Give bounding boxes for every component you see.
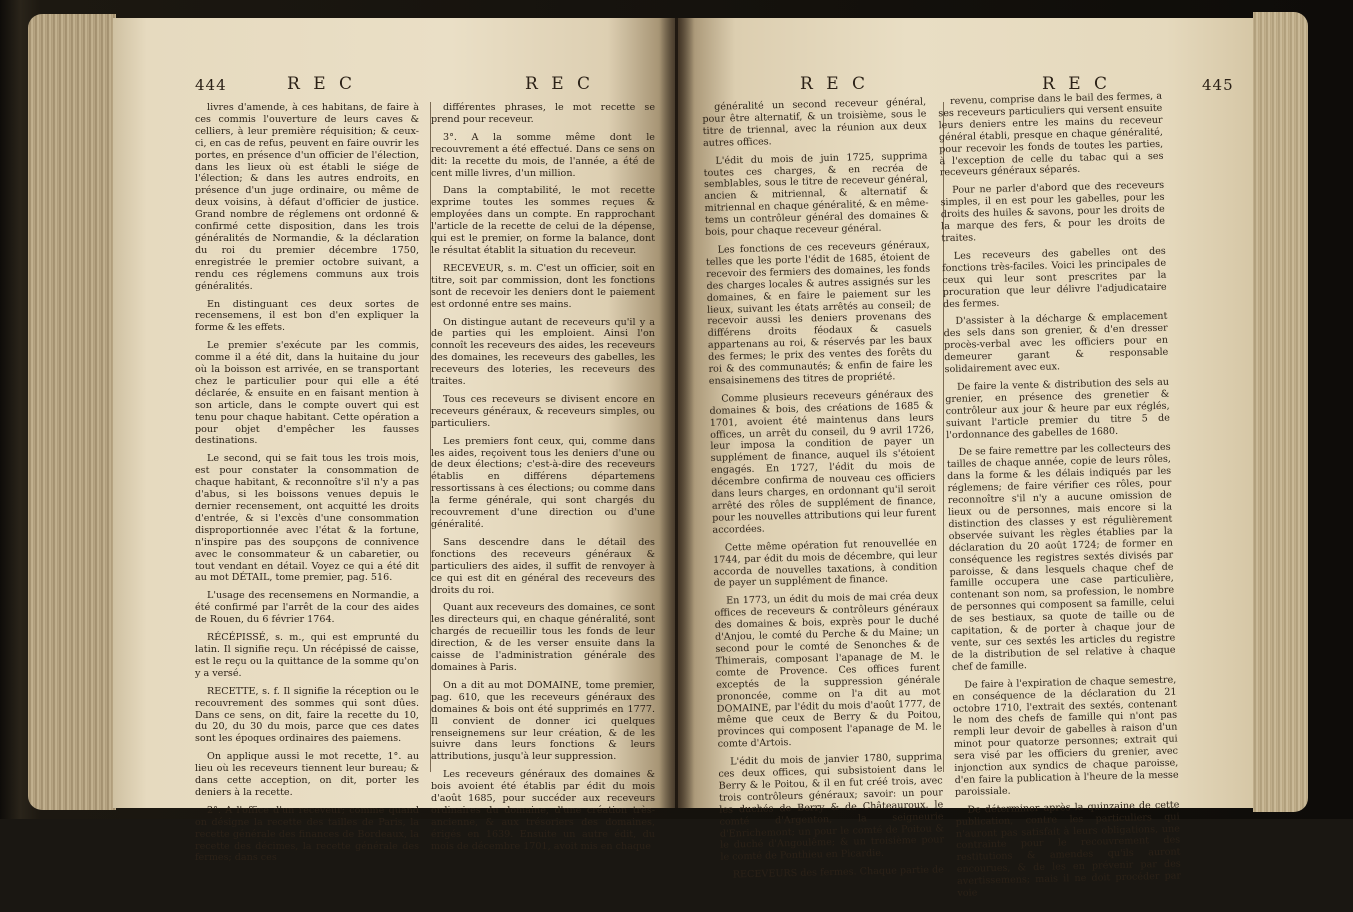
right-running-head-col1: R E C xyxy=(800,74,870,94)
paragraph: RECETTE, s. f. Il signifie la réception ou le recouvrement des sommes qui sont dûes. Dans ce sens, on dit, faire la recette du 10, du 20, du 30 du mois, parce que ces dates sont les époques ordinaires des paiemens. xyxy=(195,685,419,745)
left-column-1 xyxy=(195,102,419,870)
paragraph: Comme plusieurs receveurs généraux des domaines & bois, des créations de 1685 & 1701, avoient été maintenus dans leurs offices, un arrêt du conseil, du 9 avril 1726, leur imposa la condition de payer un supplément de finance, auquel ils s'étoient engagés. En 1727, l'édit du mois de décembre confirma de nouveau ces officiers dans leurs charges, en ordonnant qu'il seroit arrêté des rôles de supplément de finance, pour les nouvelles attributions qui leur furent accordées. xyxy=(709,388,937,536)
paragraph: RECEVEUR, s. m. C'est un officier, soit en titre, soit par commission, dont les fonctions sont de recevoir les deniers dont le paiement est ordonné entre ses mains. xyxy=(431,262,655,310)
paragraph: On a dit au mot DOMAINE, tome premier, pag. 610, que les receveurs généraux des domaines & bois ont été supprimés en 1777. Il convient de donner ici quelques renseignemens sur leur création, & de les suivre dans leurs fonctions & leurs attributions, jusqu'à leur suppression. xyxy=(431,679,655,763)
paragraph: généralité un second receveur général, pour être alternatif, & un troisième, sous le titre de triennal, avec la réunion aux deux autres offices. xyxy=(702,96,927,149)
left-running-head xyxy=(195,74,715,94)
paragraph: En 1773, un édit du mois de mai créa deux offices de receveurs & contrôleurs généraux des domaines & bois, exprès pour le duché d'Anjou, le comté du Perche & du Maine; un second pour le comté de Senonches & de Thimerais, composant l'apanage de M. le comte de Provence. Ces offices furent exceptés de la suppression générale prononcée, comme on l'a dit au mot DOMAINE, par l'édit du mois d'août 1777, de même que ceux de Berry & du Poitou, provinces qui composent l'apanage de M. le comte d'Artois. xyxy=(714,590,942,751)
paragraph: De déterminer après la quinzaine de cette publication, contre les particuliers qui n'auront pas satisfait à leurs obligations, une contrainte pour le recouvrement des restitutions & amendes qu'ils auront encourues, & de les en prévenir par des avertissemens; mais il ne doit procéder par voie xyxy=(955,799,1182,900)
paragraph: Les fonctions de ces receveurs généraux, telles que les porte l'édit de 1685, étoient de recevoir des fermiers des domaines, les fonds des charges locales & autres assignés sur les domaines, & en faire le paiement sur les lieux, suivant les états arrêtés au conseil; de recevoir aussi les deniers provenans des différens droits féodaux & casuels appartenans au roi, & réservés par les baux des fermes; le prix des ventes des forêts du roi & des communautés; & enfin de faire les ensaisinemens des titres de propriété. xyxy=(705,239,933,387)
paragraph: 2°. A l'office d'un receveur; comme quand on désigne la recette des tailles de Paris, la recette générale des finances de Bordeaux, la recette des décimes, la recette générale des fermes; dans ces xyxy=(195,804,419,864)
paragraph: RÉCÉPISSÉ, s. m., qui est emprunté du latin. Il signifie reçu. Un récépissé de caisse, est le reçu ou la quittance de la somme qu'on y a versé. xyxy=(195,632,419,679)
paragraph: revenu, comprise dans le bail des fermes, a ses receveurs particuliers qui versent ensuite leurs deniers entre les mains du receveur général établi, presque en chaque généralité, pour recevoir les fonds de toutes les parties, à l'exception de celle du tabac qui a ses receveurs généraux séparés. xyxy=(938,90,1164,179)
paragraph: L'édit du mois de janvier 1780, supprima ces deux offices, qui subsistoient dans le Berry & le Poitou, & il en fut créé trois, avec trois contrôleurs généraux; savoir: un pour les duchés de Berry & de Châteauroux, le comté d'Argenton, la seigneurie d'Enrichemont; un pour le comté de Poitou & le duché d'Angoulême; & un troisième pour le comté de Ponthieu en Picardie. xyxy=(718,751,945,864)
left-page-edges xyxy=(28,14,116,810)
right-column-2 xyxy=(938,91,1182,906)
paragraph: L'édit du mois de juin 1725, supprima toutes ces charges, & en recréa de semblables, sous le titre de receveur général, ancien & mitriennal, & alternatif & mitriennal en chaque généralité, & en même-tems un contrôleur général des domaines & bois, pour chaque receveur général. xyxy=(703,150,929,239)
paragraph: L'usage des recensemens en Normandie, a été confirmé par l'arrêt de la cour des aides de Rouen, du 6 février 1764. xyxy=(195,590,419,626)
paragraph: Dans la comptabilité, le mot recette exprime toutes les sommes reçues & employées dans un compte. En rapprochant l'article de la recette de celui de la dépense, qui est le premier, on forme la balance, dont le résultat établit la situation du receveur. xyxy=(431,185,655,256)
right-page-number: 445 xyxy=(1202,76,1234,94)
paragraph: Cette même opération fut renouvellée en 1744, par édit du mois de décembre, qui leur accorda de nouvelles taxations, à condition de payer un supplément de finance. xyxy=(713,537,938,590)
paragraph: De faire la vente & distribution des sels au grenier, en présence des grenetier & contrôleur aux jour & heure par eux réglés, suivant l'article premier du titre 5 de l'ordonnance des gabelles de 1680. xyxy=(945,376,1170,441)
paragraph: On applique aussi le mot recette, 1°. au lieu où les receveurs tiennent leur bureau; & dans cette acception, on dit, porter les deniers à la recette. xyxy=(195,751,419,798)
paragraph: De se faire remettre par les collecteurs des tailles de chaque année, copie de leurs rôles, dans la forme & les délais indiqués par les réglemens; de faire vérifier ces rôles, pour reconnoître s'il n'y a aucune omission de lieux ou de personnes, mais encore si la distinction des classes y est régulièrement observée suivant les règles établies par la déclaration du 20 août 1724; de former en conséquence les registres sextés divisés par paroisse, & dans lesquels chaque chef de famille occupera une case particulière, contenant son nom, sa profession, le nombre de personnes qui composent sa famille, celui de ses bestiaux, sa quote de taille ou de capitation, & de porter à chaque jour de vente, sur ces sextés les articles du registre de la distribution de sel relative à chaque chef de famille. xyxy=(946,442,1176,673)
left-running-head-col2: R E C xyxy=(525,74,595,94)
left-running-head-col1: R E C xyxy=(287,74,357,94)
paragraph: Le premier s'exécute par les commis, comme il a été dit, dans la huitaine du jour où la boisson est arrivée, en se transportant chez le particulier pour qui elle a été déclarée, & ensuite en en faisant mention à son article, dans le compte ouvert qui est tenu pour chaque habitant. Cette opération a pour objet d'empêcher les fausses destinations. xyxy=(195,340,419,447)
right-column-1 xyxy=(702,97,946,912)
left-column-2 xyxy=(431,102,655,870)
paragraph: Les premiers font ceux, qui, comme dans les aides, reçoivent tous les deniers d'une ou de deux élections; c'est-à-dire des receveurs établis en différens départemens ressortissans à ces élections; ou comme dans la ferme générale, qui sont chargés du recouvrement d'une direction ou d'une généralité. xyxy=(431,435,655,530)
right-page-columns xyxy=(702,91,1192,912)
paragraph: différentes phrases, le mot recette se prend pour receveur. xyxy=(431,102,655,125)
right-page xyxy=(678,18,1253,900)
right-running-head-col2: R E C xyxy=(1042,74,1112,94)
left-page-columns xyxy=(195,102,655,870)
right-page-edges xyxy=(1253,12,1308,812)
paragraph: Pour ne parler d'abord que des receveurs simples, il en est pour les gabelles, pour les droits des huiles & savons, pour les droits de la marque des fers, & pour les droits de traites. xyxy=(940,180,1166,245)
paragraph: De faire à l'expiration de chaque semestre, en conséquence de la déclaration du 21 octobre 1710, l'extrait des sextés, contenant le nom des chefs de famille qui n'ont pas rempli leur devoir de gabelles à raison d'un minot pour quatorze personnes; extrait qui sera visé par les officiers du grenier, avec injonction aux syndics de chaque paroisse, d'en faire la publication à l'heure de la messe paroissiale. xyxy=(952,674,1179,798)
paragraph: 3°. A la somme même dont le recouvrement a été effectué. Dans ce sens on dit: la recette du mois, de l'année, a été de cent mille livres, d'un million. xyxy=(431,131,655,179)
book-gutter xyxy=(660,18,694,808)
paragraph: RECEVEURS des fermes. Chaque partie de xyxy=(732,864,945,881)
paragraph: Le second, qui se fait tous les trois mois, est pour constater la consommation de chaque habitant, & reconnoître s'il n'y a pas d'abus, si les boissons venues depuis le dernier recensement, ont acquitté les droits d'entrée, & si l'excès d'une consommation disproportionnée avec l'état & la fortune, n'inspire pas des soupçons de connivence avec le consommateur & un cabaretier, ou tout vendant en détail. Voyez ce qui a été dit au mot DÉTAIL, tome premier, pag. 516. xyxy=(195,453,419,584)
left-page xyxy=(113,18,675,864)
paragraph: Tous ces receveurs se divisent encore en receveurs généraux, & receveurs simples, ou particuliers. xyxy=(431,393,655,429)
paragraph: D'assister à la décharge & emplacement des sels dans son grenier, & d'en dresser procès-verbal avec les officiers pour en demeurer garant & responsable solidairement avec eux. xyxy=(943,311,1169,376)
paragraph: En distinguant ces deux sortes de recensemens, il est bon d'en expliquer la forme & les effets. xyxy=(195,298,419,334)
paragraph: Sans descendre dans le détail des fonctions des receveurs généraux & particuliers des aides, il suffit de renvoyer à ce qui est dit en général des receveurs des droits du roi. xyxy=(431,536,655,596)
paragraph: Quant aux receveurs des domaines, ce sont les directeurs qui, en chaque généralité, sont chargés de recueillir tous les fonds de leur direction, & de les verser ensuite dans la caisse de l'administration générale des domaines à Paris. xyxy=(431,602,655,673)
paragraph: Les receveurs des gabelles ont des fonctions très-faciles. Voici les principales de ceux qui leur sont prescrites par la procuration que leur délivre l'adjudicataire des fermes. xyxy=(942,245,1167,310)
paragraph: livres d'amende, à ces habitans, de faire à ces commis l'ouverture de leurs caves & celliers, à leur première réquisition; & ceux-ci, en cas de refus, peuvent en faire ouvrir les portes, en présence d'un officier de l'élection, dans les lieux où est établi le siége de l'élection; & dans les autres endroits, en présence d'un juge ordinaire, ou même de deux voisins, à défaut d'officier de justice. Grand nombre de réglemens ont ordonné & confirmé cette disposition, dans les trois généralités de Normandie, & la déclaration du roi du premier décembre 1750, enregistrée le premier octobre suivant, a rendu ces réglemens communs aux trois généralités. xyxy=(195,102,419,292)
paragraph: On distingue autant de receveurs qu'il y a de parties qui les emploient. Ainsi l'on connoît les receveurs des aides, les receveurs des domaines, les receveurs des gabelles, les receveurs des loteries, les receveurs des traites. xyxy=(431,316,655,388)
left-page-number: 444 xyxy=(195,76,227,94)
paragraph: Les receveurs généraux des domaines & bois avoient été établis par édit du mois d'août 1685, pour succéder aux receveurs ordinaires du domaine, d'une création très-ancienne, & aux trésoriers des domaines, érigés en 1639. Ensuite un autre édit, du mois de décembre 1701, avoit mis en chaque xyxy=(431,769,655,852)
